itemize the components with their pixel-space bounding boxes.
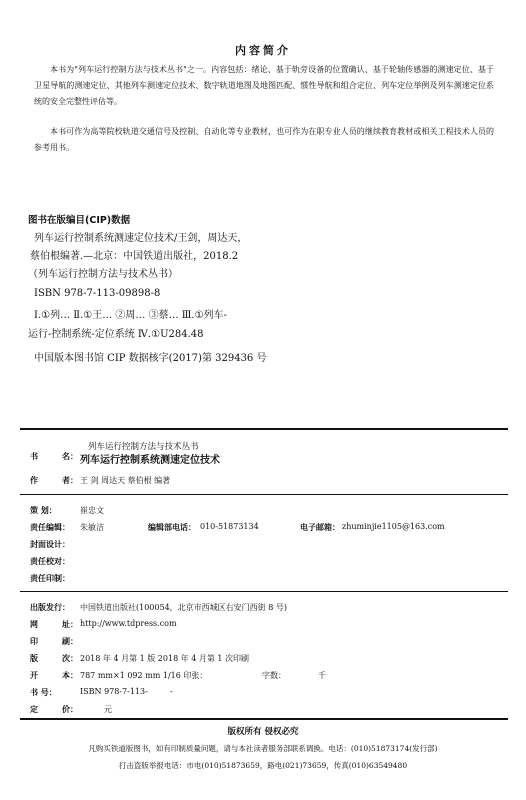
format-value: 787 mm×1 092 mm 1/16 印张： [80, 671, 208, 680]
divider-authors [20, 494, 508, 495]
cip-classification-2: 运行-控制系统-定位系统 Ⅳ.①U284.48 [28, 329, 204, 340]
editorial-phone-value: 010-51873134 [200, 522, 259, 531]
isbn-value: ISBN 978-7-113- [80, 687, 148, 696]
website-label-b: 址： [62, 619, 78, 629]
price-label-a: 定 [30, 704, 38, 714]
email-label: 电子邮箱： [300, 522, 340, 532]
edition-label-b: 次： [62, 653, 78, 663]
price-label-b: 价： [62, 704, 78, 714]
divider-top [20, 428, 508, 430]
publisher-value: 中国铁道出版社(100054，北京市西城区右安门西街 8 号) [80, 603, 287, 612]
website-label-a: 网 [30, 619, 38, 629]
edition-value: 2018 年 4 月第 1 版 2018 年 4 月第 1 次印刷 [80, 654, 250, 663]
book-name-label-b: 名： [62, 451, 78, 461]
piracy-report: 打击盗版举报电话：市电(010)51873659，路电(021)73659，传真(010)63549480 [118, 761, 408, 770]
book-title: 列车运行控制系统测速定位技术 [80, 455, 220, 466]
planning-label: 策 划： [30, 505, 57, 515]
divider-editorial [20, 591, 508, 592]
copyright-notice: 版权所有 侵权必究 [227, 727, 299, 737]
word-count-label: 字数： [262, 671, 286, 680]
cip-line-1: 列车运行控制系统测速定位技术/王剑，周达天， [34, 233, 248, 244]
format-label-b: 本： [62, 670, 78, 680]
editor-label: 责任编辑： [30, 522, 70, 532]
author-label-a: 作 [30, 475, 38, 485]
editorial-phone-label: 编辑部电话： [148, 522, 196, 532]
isbn-tail: - [170, 687, 173, 696]
price-unit: 元 [104, 705, 112, 714]
isbn-label: 书 号： [30, 687, 57, 697]
format-label-a: 开 [30, 670, 38, 680]
series-name: 列车运行控制方法与技术丛书 [88, 442, 199, 452]
book-authors: 王 剑 周达天 蔡伯根 编著 [80, 476, 171, 485]
cip-heading: 图书在版编目(CIP)数据 [28, 215, 131, 226]
planning-value: 崔忠文 [80, 506, 104, 515]
cip-line-3: （列车运行控制方法与技术丛书） [28, 269, 178, 280]
cip-line-2: 蔡伯根编著.—北京：中国铁道出版社，2018.2 [30, 251, 239, 262]
word-count-unit: 千 [318, 671, 326, 680]
divider-bottom [20, 718, 508, 720]
service-notice: 凡购买铁道版图书，如有印制质量问题，请与本社读者服务部联系调换。电话：(010)51873174(发行部) [88, 744, 438, 753]
cip-isbn: ISBN 978-7-113-09898-8 [34, 288, 161, 299]
publisher-label: 出版发行： [30, 602, 70, 612]
proofreader-label: 责任校对： [30, 556, 70, 566]
cip-record-number: 中国版本图书馆 CIP 数据核字(2017)第 329436 号 [34, 353, 267, 364]
author-label-b: 者： [62, 475, 78, 485]
editor-value: 朱敏洁 [80, 523, 104, 532]
cip-classification-1: Ⅰ.①列… Ⅱ.①王… ②周… ③蔡… Ⅲ.①列车- [34, 310, 227, 321]
printer-label-a: 印 [30, 636, 38, 646]
cover-design-label: 封面设计： [30, 539, 70, 549]
print-manager-label: 责任印制： [30, 573, 70, 583]
edition-label-a: 版 [30, 653, 38, 663]
email-value: zhuminjie1105@163.com [342, 522, 445, 531]
book-name-label-a: 书 [30, 451, 38, 461]
summary-paragraph-1: 本书为"列车运行控制方法与技术丛书"之一。内容包括：绪论、基于轨旁设备的位置确认、基于轮轴传感器的测速定位、基于卫星导航的测速定位、其他列车测速定位技术、数字轨道地图及地图匹配、惯性导航和组合定位、列车定位举例及列车测速定位系统的安全完整性评估等。 [34, 65, 494, 106]
website-value: http://www.tdpress.com [80, 619, 177, 628]
printer-label-b: 刷： [62, 636, 78, 646]
summary-paragraph-2: 本书可作为高等院校轨道交通信号及控制、自动化等专业教材，也可作为在职专业人员的继续教育教材或相关工程技术人员的参考用书。 [34, 127, 494, 152]
summary-title: 内容简介 [235, 44, 291, 57]
